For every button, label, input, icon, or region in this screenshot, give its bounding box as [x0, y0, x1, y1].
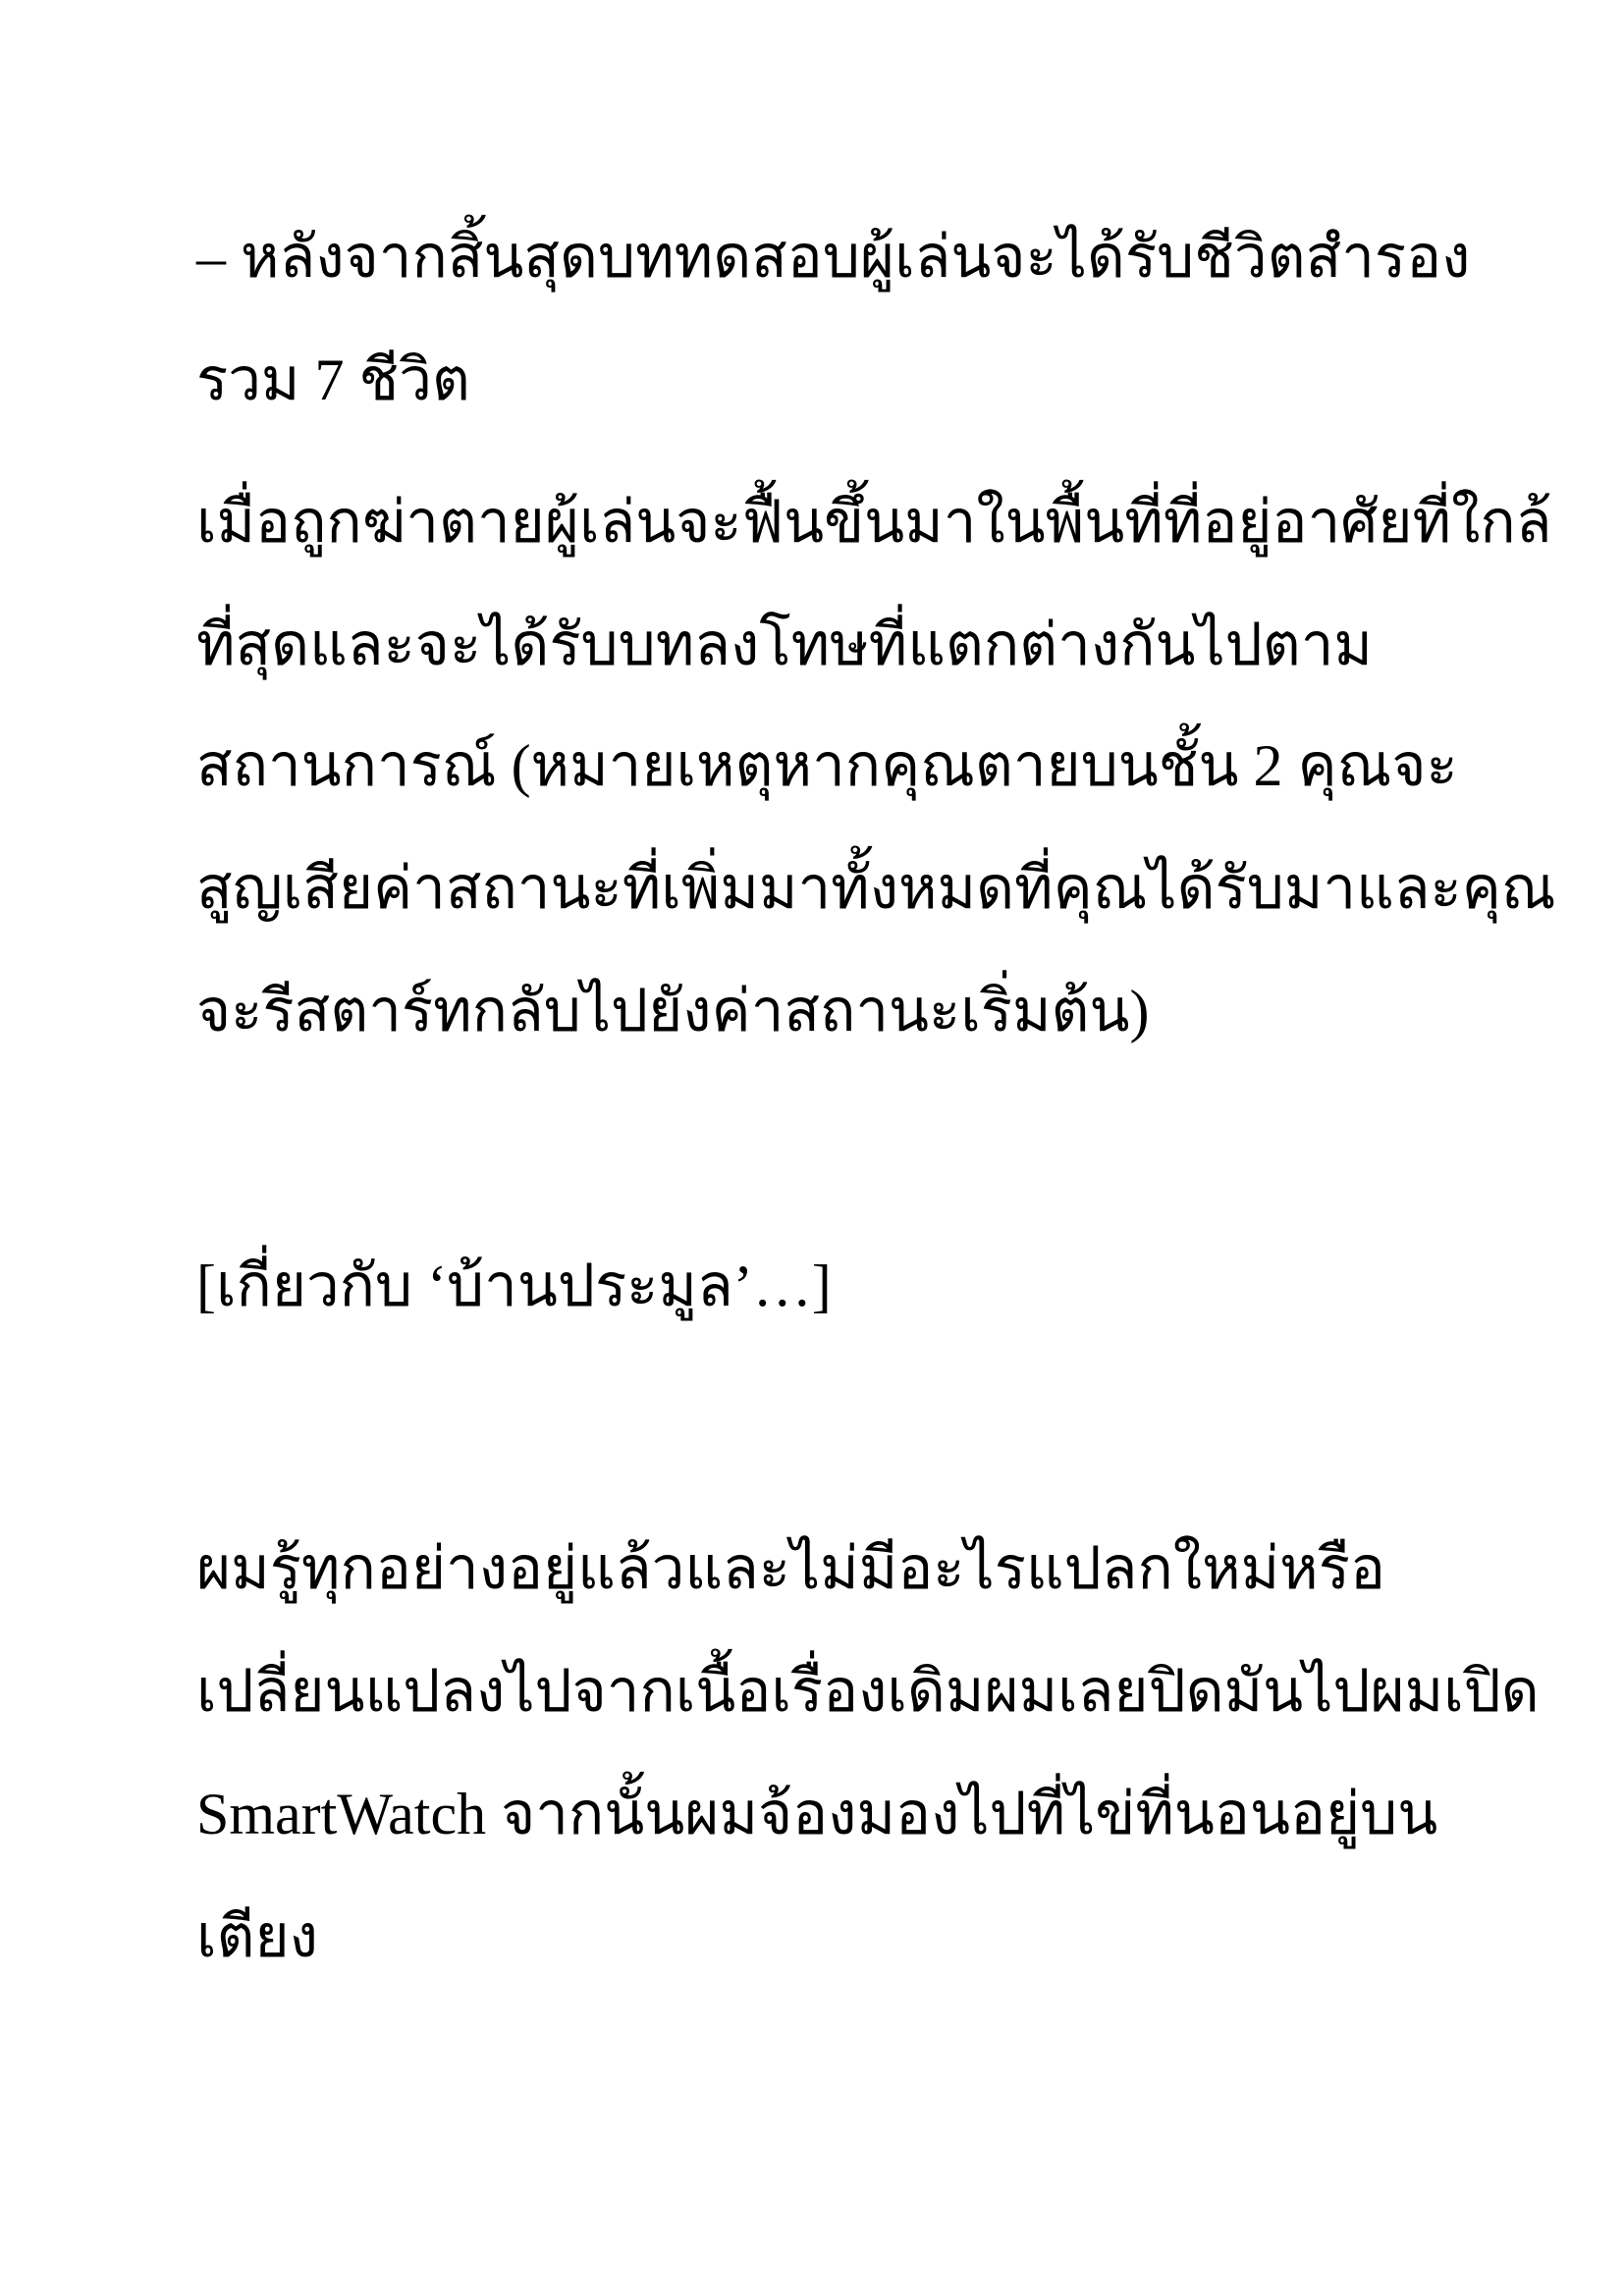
text-line: จะรีสตาร์ทกลับไปยังค่าสถานะเริ่มต้น) [196, 979, 1150, 1043]
text-line: ที่สุดและจะได้รับบทลงโทษที่แตกต่างกันไปตาม [196, 613, 1373, 677]
text-line: สูญเสียค่าสถานะที่เพิ่มมาทั้งหมดที่คุณได้รับมาและคุณ [196, 856, 1556, 921]
text-line: สถานการณ์ (หมายเหตุหากคุณตายบนชั้น 2 คุณจะ [196, 733, 1458, 798]
text-line: – หลังจากสิ้นสุดบททดสอบผู้เล่นจะได้รับชีวิตสำรอง [196, 225, 1471, 290]
section-heading: [เกี่ยวกับ ‘บ้านประมูล’…] [196, 1254, 832, 1318]
text-line: รวม 7 ชีวิต [196, 347, 470, 412]
text-line: เมื่อถูกฆ่าตายผู้เล่นจะฟื้นขึ้นมาในพื้นที่ที่อยู่อาศัยที่ใกล้ [196, 490, 1552, 555]
text-line: SmartWatch จากนั้นผมจ้องมองไปที่ไข่ที่นอนอยู่บน [196, 1782, 1438, 1846]
text-line: เปลี่ยนแปลงไปจากเนื้อเรื่องเดิมผมเลยปิดมันไปผมเปิด [196, 1659, 1540, 1724]
text-line: เตียง [196, 1904, 318, 1969]
text-line: ผมรู้ทุกอย่างอยู่แล้วและไม่มีอะไรแปลกใหม่หรือ [196, 1536, 1385, 1601]
